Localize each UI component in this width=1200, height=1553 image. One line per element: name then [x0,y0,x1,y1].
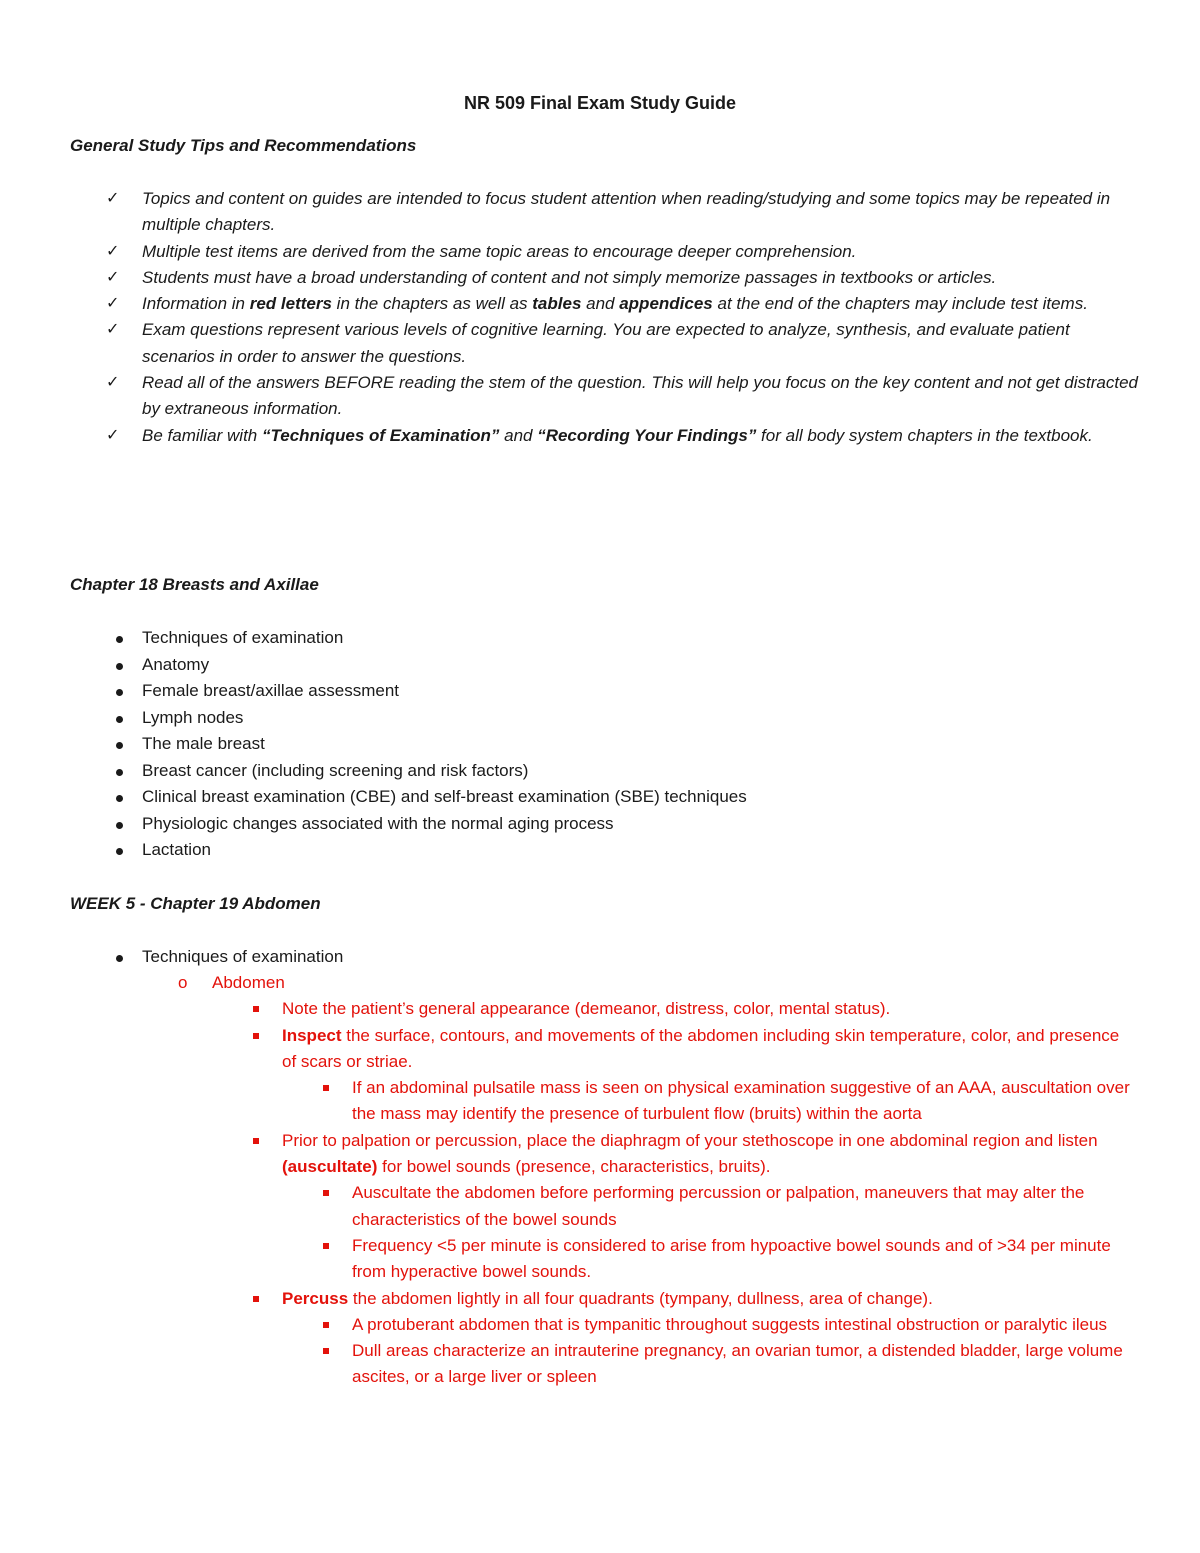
checkmark-icon: ✓ [106,295,120,313]
checkmark-icon: ✓ [106,242,120,260]
list-item: Anatomy [112,652,747,679]
bullet-icon [116,848,123,855]
list-item: ✓ Multiple test items are derived from the same topic areas to encourage deeper comprehension. [70,239,1140,265]
square-bullet-icon [253,1138,259,1144]
list-item: Percuss the abdomen lightly in all four quadrants (tympany, dullness, area of change). [178,1286,1138,1312]
bullet-icon [116,795,123,802]
general-tips-heading: General Study Tips and Recommendations [70,136,417,155]
list-item: Dull areas characterize an intrauterine pregnancy, an ovarian tumor, a distended bladder, large volume ascites, or a large liver or spleen [178,1338,1138,1391]
bullet-icon [116,742,123,749]
square-bullet-icon [253,1006,259,1012]
square-bullet-icon [323,1190,329,1196]
list-item: Physiologic changes associated with the normal aging process [112,811,747,838]
bullet-icon [116,716,123,723]
list-item: Prior to palpation or percussion, place the diaphragm of your stethoscope in one abdominal region and listen (auscultate) for bowel sounds (presence, characteristics, bruits). [178,1128,1138,1181]
bullet-icon [116,663,123,670]
bullet-icon [116,822,123,829]
bullet-icon [116,689,123,696]
checkmark-icon: ✓ [106,321,120,339]
checkmark-icon: ✓ [106,268,120,286]
chapter-18-list [112,625,747,864]
chapter-18-heading: Chapter 18 Breasts and Axillae [70,575,319,594]
list-item: Lactation [112,837,747,864]
bullet-icon [116,955,123,962]
list-item: Auscultate the abdomen before performing percussion or palpation, maneuvers that may alter the characteristics of the bowel sounds [178,1180,1138,1233]
square-bullet-icon [323,1085,329,1091]
chapter-19-list [112,944,343,971]
page-title: NR 509 Final Exam Study Guide [463,93,737,113]
list-item: ✓ Be familiar with “Techniques of Examination” and “Recording Your Findings” for all body system chapters in the textbook. [70,423,1140,449]
chapter-19-heading: WEEK 5 - Chapter 19 Abdomen [70,894,321,913]
tips-list [70,186,1140,449]
list-item: Clinical breast examination (CBE) and self-breast examination (SBE) techniques [112,784,747,811]
list-item: Lymph nodes [112,705,747,732]
list-item: Note the patient’s general appearance (demeanor, distress, color, mental status). [178,996,1138,1022]
list-item: A protuberant abdomen that is tympanitic throughout suggests intestinal obstruction or paralytic ileus [178,1312,1138,1338]
list-item-abdomen: o Abdomen [178,970,1138,996]
list-item: Inspect the surface, contours, and movements of the abdomen including skin temperature, color, and presence of scars or striae. [178,1023,1138,1076]
list-item: Frequency <5 per minute is considered to arise from hypoactive bowel sounds and of >34 per minute from hyperactive bowel sounds. [178,1233,1138,1286]
list-item: ✓ Students must have a broad understanding of content and not simply memorize passages in textbooks or articles. [70,265,1140,291]
bullet-icon [116,769,123,776]
square-bullet-icon [323,1348,329,1354]
checkmark-icon: ✓ [106,190,120,207]
list-item: ✓ Information in red letters in the chapters as well as tables and appendices at the end of the chapters may include test items. [70,291,1140,317]
list-item: Techniques of examination [112,944,343,971]
square-bullet-icon [253,1033,259,1039]
list-item: Female breast/axillae assessment [112,678,747,705]
list-item: The male breast [112,731,747,758]
bullet-icon [116,636,123,643]
list-item: Techniques of examination [112,625,747,652]
list-item: ✓ Exam questions represent various levels of cognitive learning. You are expected to analyze, synthesis, and evaluate patient scenarios in order to answer the questions. [70,317,1140,370]
square-bullet-icon [323,1243,329,1249]
square-bullet-icon [323,1322,329,1328]
square-bullet-icon [253,1296,259,1302]
list-item: Breast cancer (including screening and risk factors) [112,758,747,785]
abdomen-list [178,970,1138,1391]
checkmark-icon: ✓ [106,374,120,392]
list-item: If an abdominal pulsatile mass is seen on physical examination suggestive of an AAA, auscultation over the mass may identify the presence of turbulent flow (bruits) within the aorta [178,1075,1138,1128]
list-item: ✓ Read all of the answers BEFORE reading the stem of the question. This will help you focus on the key content and not get distracted by extraneous information. [70,370,1140,423]
checkmark-icon: ✓ [106,426,120,444]
list-item: ✓ Topics and content on guides are intended to focus student attention when reading/studying and some topics may be repeated in multiple chapters. [70,186,1140,239]
hollow-bullet-icon: o [178,973,188,992]
